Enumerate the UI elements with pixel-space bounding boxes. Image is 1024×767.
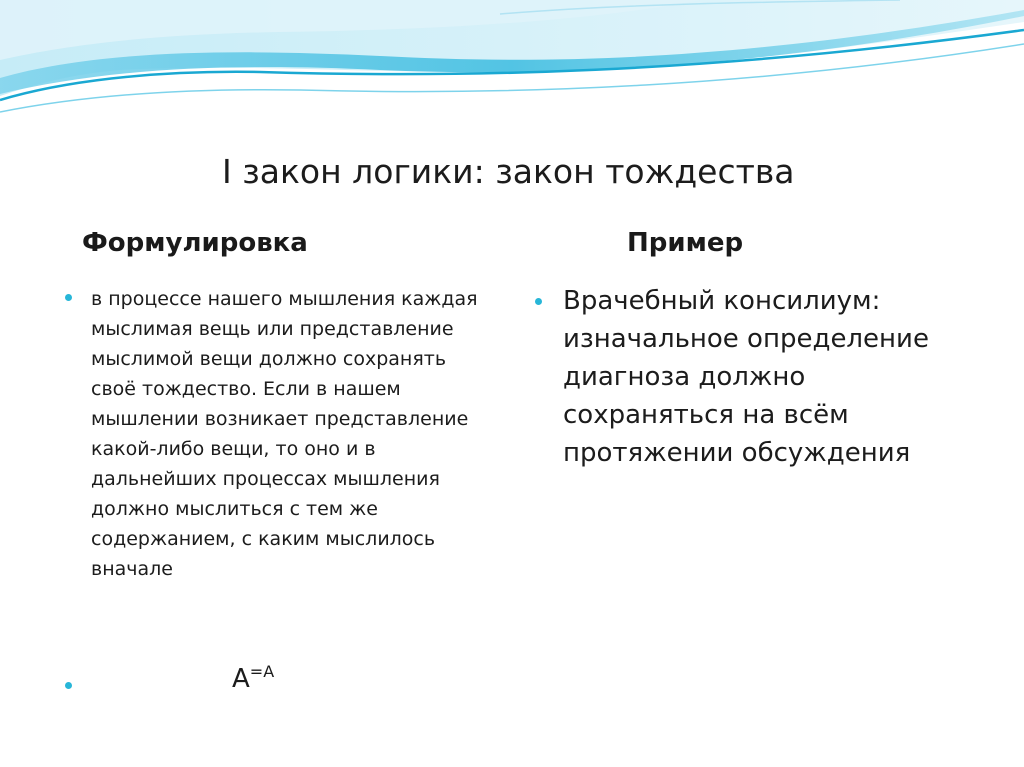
- identity-formula: [232, 662, 274, 694]
- slide-title: I закон логики: закон тождества: [222, 152, 795, 191]
- example-text: Врачебный консилиум: изначальное определение диагноза должно сохраняться на всём протяжении обсуждения: [563, 286, 929, 468]
- formulation-heading: Формулировка: [82, 228, 308, 258]
- header-wave-decoration: [0, 0, 1024, 130]
- formulation-text: в процессе нашего мышления каждая мыслимая вещь или представление мыслимой вещи должно сохранять своё тождество. Если в нашем мышлении возникает представление какой-либо вещи, то оно и в дальнейших процессах мышления должно мыслиться с тем же содержанием, с каким мыслилось вначале: [91, 288, 478, 580]
- bullet-dot-icon: [535, 298, 542, 305]
- formula-superscript: =А: [249, 662, 275, 681]
- bullet-dot-icon: [65, 294, 72, 301]
- bullet-dot-icon: [65, 682, 72, 689]
- example-heading: Пример: [627, 228, 744, 258]
- formula-base: А: [232, 664, 250, 694]
